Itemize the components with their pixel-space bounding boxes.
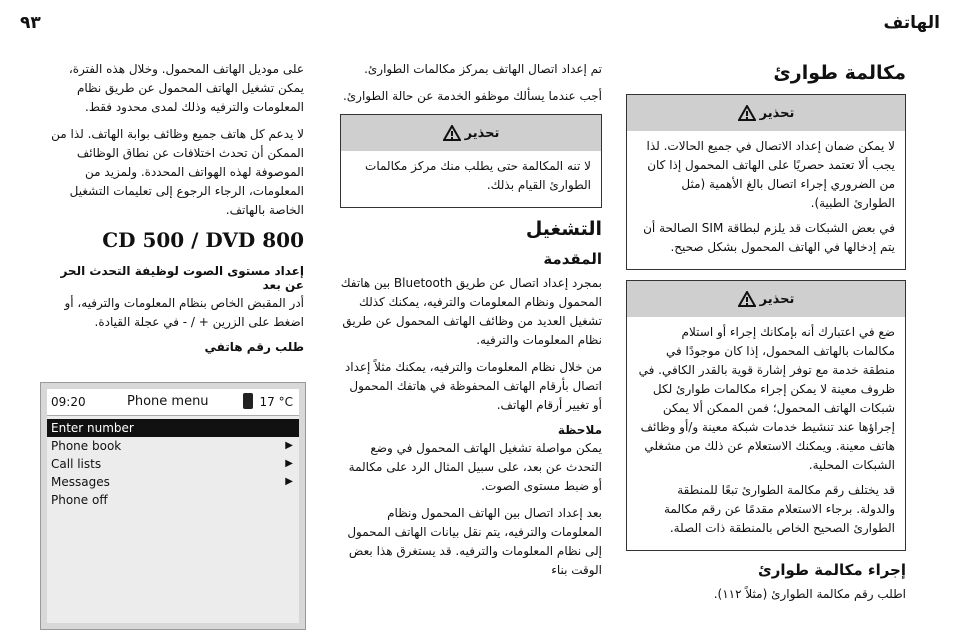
- menu-title: Phone menu: [127, 394, 209, 409]
- warning-header: [627, 95, 905, 131]
- menu-item-label: Call lists: [51, 457, 102, 471]
- section-title-emergency-call: مكالمة طوارئ: [773, 62, 906, 84]
- warning-box: [626, 280, 906, 551]
- menu-item-phone-book[interactable]: [47, 437, 299, 455]
- page-number: ٩٣: [20, 13, 41, 33]
- warning-text: قد يختلف رقم مكالمة الطوارئ تبعًا للمنطقة والدولة. برجاء الاستعلام مقدمًا عن رقم مكالمة الطوارئ الصحيح الخاص بالمنطقة ذات الصلة.: [663, 483, 895, 535]
- page-header: [20, 8, 940, 38]
- note-title: ملاحظة: [557, 423, 602, 437]
- warning-text: ضع في اعتبارك أنه بإمكانك إجراء أو استلام مكالمات بالهاتف المحمول، إذا كان موجودًا في منطقة خدمة مع توفر إشارة قوية بالقدر الكافي. في ظروف معينة لا يمكن إجراء مكالمات طوارئ لكل شبكات الهاتف المحمول؛ فمن الممكن ألا يمكن إجراؤها عند تنشيط خدمات شبكة معينة و/أو وظائف هاتف معينة. ويمكنك الاستعلام عن ذلك من مشغلي الشبكات المحلية.: [638, 325, 895, 472]
- column-right: [626, 60, 906, 612]
- warning-text: لا يمكن ضمان إعداد الاتصال في جميع الحالات. لذا يجب ألا تعتمد حصريًا على الهاتف المحمول إذا كان من الضروري إجراء اتصال بالغ الأهمية (مثل الطوارئ الطبية).: [646, 139, 895, 210]
- body-text: لا يدعم كل هاتف جميع وظائف بوابة الهاتف. لذا من الممكن أن تحدث اختلافات عن نطاق الوظائف الموصوفة لهذه الهواتف المحددة. ولمزيد من المعلومات، الرجاء الرجوع إلى تعليمات التشغيل الخاصة بالهاتف.: [51, 127, 304, 217]
- submenu-arrow-icon: ▶: [285, 476, 293, 487]
- section-title-operation: التشغيل: [525, 218, 602, 240]
- bold-instruction-title: إعداد مستوى الصوت لوظيفة التحدث الحر عن بعد: [60, 264, 304, 292]
- note-text: يمكن مواصلة تشغيل الهاتف المحمول في وضع التحدث عن بعد، على سبيل المثال الرد على مكالمة أو ضبط مستوى الصوت.: [348, 441, 602, 493]
- warning-triangle-icon: [443, 125, 461, 141]
- warning-header: [627, 281, 905, 317]
- menu-item-phone-off[interactable]: [47, 491, 299, 509]
- submenu-arrow-icon: ▶: [285, 440, 293, 451]
- submenu-arrow-icon: ▶: [285, 458, 293, 469]
- page-header-title: الهاتف: [883, 13, 940, 33]
- menu-item-call-lists[interactable]: [47, 455, 299, 473]
- menu-item-messages[interactable]: [47, 473, 299, 491]
- phone-icon: [243, 393, 253, 409]
- subsection-title-introduction: المقدمة: [543, 250, 602, 268]
- menu-item-label: Phone off: [51, 493, 108, 507]
- body-text: بمجرد إعداد اتصال عن طريق Bluetooth بين هاتفك المحمول ونظام المعلومات والترفيه، يمكنك كذلك تشغيل العديد من وظائف الهاتف المحمول عن طريق نظام المعلومات والترفيه.: [340, 276, 602, 347]
- temperature: 17 °C: [259, 395, 293, 409]
- menu-item-enter-number[interactable]: [47, 419, 299, 437]
- column-middle: [340, 60, 602, 588]
- warning-text: لا تنه المكالمة حتى يطلب منك مركز مكالمات الطوارئ القيام بذلك.: [365, 159, 591, 192]
- subsection-title-make-emergency-call: إجراء مكالمة طوارئ: [757, 561, 906, 579]
- display-panel: [47, 389, 299, 623]
- warning-box: [340, 114, 602, 208]
- clock-time: 09:20: [51, 395, 86, 409]
- menu-item-label: Enter number: [51, 421, 134, 435]
- subsection-title-dial-number: طلب رقم هاتفي: [204, 340, 304, 354]
- menu-item-label: Messages: [51, 475, 110, 489]
- warning-box: [626, 94, 906, 270]
- phone-menu-list: [47, 419, 299, 509]
- body-text: أجب عندما يسألك موظفو الخدمة عن حالة الطوارئ.: [342, 89, 602, 103]
- column-left: [40, 60, 304, 356]
- phone-menu-screenshot: [40, 382, 306, 630]
- menu-item-label: Phone book: [51, 439, 122, 453]
- warning-triangle-icon: [738, 291, 756, 307]
- model-heading: CD 500 / DVD 800: [102, 228, 304, 252]
- body-text: اطلب رقم مكالمة الطوارئ (مثلاً ١١٢).: [713, 587, 906, 601]
- body-text: تم إعداد اتصال الهاتف بمركز مكالمات الطوارئ.: [364, 62, 602, 76]
- body-text: من خلال نظام المعلومات والترفيه، يمكنك مثلاً إعداد اتصال بأرقام الهاتف المحفوظة في هاتفك المحمول أو تغيير أرقام الهاتف.: [344, 360, 602, 412]
- warning-label: تحذير: [759, 291, 795, 307]
- body-text: بعد إعداد اتصال بين الهاتف المحمول ونظام المعلومات والترفيه، يتم نقل بيانات الهاتف المحمول إلى نظام المعلومات والترفيه. قد يستغرق هذا بعض الوقت بناء: [347, 506, 602, 577]
- warning-header: [341, 115, 601, 151]
- body-text: أدر المقبض الخاص بنظام المعلومات والترفيه، أو اضغط على الزرين + / - في عجلة القيادة.: [64, 296, 304, 329]
- warning-label: تحذير: [464, 125, 500, 141]
- warning-triangle-icon: [738, 105, 756, 121]
- display-status-bar: [47, 389, 299, 416]
- warning-label: تحذير: [759, 105, 795, 121]
- body-text: على موديل الهاتف المحمول. وخلال هذه الفترة، يمكن تشغيل الهاتف المحمول عن طريق نظام المعلومات والترفيه وذلك لمدى محدود فقط.: [68, 62, 304, 114]
- warning-text: في بعض الشبكات قد يلزم لبطاقة SIM الصالحة أن يتم إدخالها في الهاتف المحمول بشكل صحيح.: [643, 221, 895, 254]
